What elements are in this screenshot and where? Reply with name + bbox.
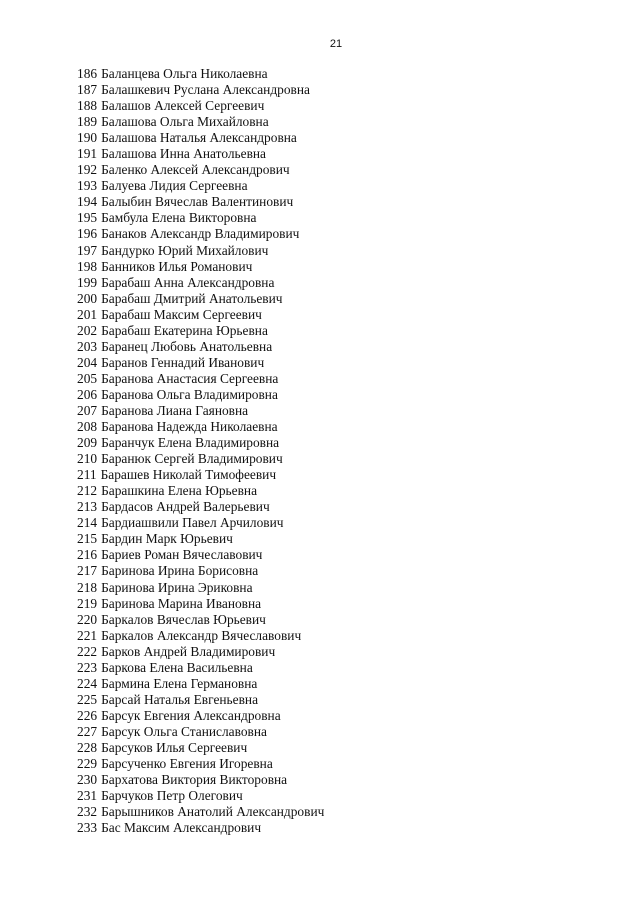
- entry-number: 216: [77, 547, 98, 563]
- list-item: [77, 563, 324, 579]
- list-item: [77, 355, 324, 371]
- entry-name: Барашев Николай Тимофеевич: [100, 467, 277, 483]
- entry-name: Баранюк Сергей Владимирович: [101, 451, 283, 467]
- entry-number: 226: [77, 707, 98, 723]
- list-item: [77, 820, 324, 836]
- entry-name: Банников Илья Романович: [101, 258, 253, 274]
- list-item: [77, 612, 324, 628]
- list-item: [77, 676, 324, 692]
- entry-number: 214: [77, 515, 98, 531]
- entry-number: 220: [77, 611, 98, 627]
- entry-name: Барсуков Илья Сергеевич: [101, 739, 248, 755]
- entry-number: 203: [77, 338, 98, 354]
- entry-number: 219: [77, 595, 98, 611]
- list-item: [77, 98, 324, 114]
- list-item: [77, 403, 324, 419]
- entry-name: Бардин Марк Юрьевич: [101, 531, 233, 547]
- entry-name: Баринова Ирина Борисовна: [101, 563, 259, 579]
- entry-name: Баранова Надежда Николаевна: [101, 419, 278, 435]
- entry-name: Бардасов Андрей Валерьевич: [101, 499, 270, 515]
- entry-number: 187: [77, 82, 98, 98]
- entry-number: 204: [77, 354, 98, 370]
- entry-number: 202: [77, 322, 98, 338]
- name-list: [77, 66, 324, 836]
- entry-name: Баркова Елена Васильевна: [101, 659, 253, 675]
- entry-name: Балуева Лидия Сергеевна: [101, 178, 248, 194]
- entry-name: Бамбула Елена Викторовна: [101, 210, 257, 226]
- entry-number: 212: [77, 483, 98, 499]
- entry-number: 225: [77, 691, 98, 707]
- entry-number: 223: [77, 659, 98, 675]
- list-item: [77, 515, 324, 531]
- entry-number: 209: [77, 435, 98, 451]
- entry-name: Балашова Инна Анатольевна: [101, 146, 266, 162]
- entry-name: Балашова Ольга Михайловна: [101, 114, 269, 130]
- entry-name: Бармина Елена Германовна: [101, 675, 258, 691]
- list-item: [77, 740, 324, 756]
- entry-name: Баранова Лиана Гаяновна: [101, 402, 249, 418]
- list-item: [77, 66, 324, 82]
- entry-number: 191: [77, 146, 98, 162]
- list-item: [77, 387, 324, 403]
- list-item: [77, 531, 324, 547]
- entry-name: Баранов Геннадий Иванович: [101, 354, 265, 370]
- entry-name: Баранец Любовь Анатольевна: [101, 338, 273, 354]
- list-item: [77, 162, 324, 178]
- entry-name: Барков Андрей Владимирович: [101, 643, 276, 659]
- entry-number: 231: [77, 788, 98, 804]
- list-item: [77, 226, 324, 242]
- list-item: [77, 194, 324, 210]
- entry-number: 211: [77, 467, 97, 483]
- entry-number: 217: [77, 563, 98, 579]
- entry-number: 227: [77, 723, 98, 739]
- list-item: [77, 323, 324, 339]
- entry-number: 208: [77, 419, 98, 435]
- entry-name: Барабаш Дмитрий Анатольевич: [101, 290, 283, 306]
- entry-number: 192: [77, 162, 98, 178]
- entry-number: 215: [77, 531, 98, 547]
- list-item: [77, 371, 324, 387]
- entry-name: Барабаш Анна Александровна: [101, 274, 275, 290]
- list-item: [77, 435, 324, 451]
- entry-name: Бариев Роман Вячеславович: [101, 547, 263, 563]
- list-item: [77, 547, 324, 563]
- entry-number: 198: [77, 258, 98, 274]
- entry-number: 193: [77, 178, 98, 194]
- entry-name: Бархатова Виктория Викторовна: [101, 772, 288, 788]
- list-item: [77, 130, 324, 146]
- entry-name: Банаков Александр Владимирович: [101, 226, 300, 242]
- entry-name: Бардиашвили Павел Арчилович: [101, 515, 284, 531]
- entry-name: Баранова Анастасия Сергеевна: [101, 370, 279, 386]
- entry-name: Баркалов Вячеслав Юрьевич: [101, 611, 266, 627]
- list-item: [77, 756, 324, 772]
- list-item: [77, 210, 324, 226]
- entry-name: Баленко Алексей Александрович: [101, 162, 290, 178]
- entry-name: Баланцева Ольга Николаевна: [101, 66, 268, 81]
- list-item: [77, 243, 324, 259]
- list-item: [77, 467, 324, 483]
- list-item: [77, 275, 324, 291]
- entry-name: Баранова Ольга Владимировна: [101, 386, 278, 402]
- entry-name: Барсай Наталья Евгеньевна: [101, 691, 259, 707]
- entry-name: Балашов Алексей Сергеевич: [101, 98, 265, 114]
- entry-number: 201: [77, 306, 98, 322]
- entry-number: 213: [77, 499, 98, 515]
- entry-name: Барабаш Екатерина Юрьевна: [101, 322, 268, 338]
- list-item: [77, 291, 324, 307]
- list-item: [77, 307, 324, 323]
- entry-name: Бас Максим Александрович: [101, 820, 262, 836]
- list-item: [77, 644, 324, 660]
- entry-number: 221: [77, 627, 98, 643]
- entry-name: Барсученко Евгения Игоревна: [101, 756, 273, 772]
- entry-name: Баринова Ирина Эриковна: [101, 579, 253, 595]
- list-item: [77, 692, 324, 708]
- list-item: [77, 451, 324, 467]
- list-item: [77, 339, 324, 355]
- entry-name: Барабаш Максим Сергеевич: [101, 306, 262, 322]
- list-item: [77, 804, 324, 820]
- entry-number: 195: [77, 210, 98, 226]
- entry-number: 218: [77, 579, 98, 595]
- entry-number: 197: [77, 242, 98, 258]
- list-item: [77, 788, 324, 804]
- entry-number: 229: [77, 756, 98, 772]
- entry-number: 200: [77, 290, 98, 306]
- entry-name: Барсук Евгения Александровна: [101, 707, 281, 723]
- list-item: [77, 772, 324, 788]
- list-item: [77, 483, 324, 499]
- entry-number: 224: [77, 675, 98, 691]
- list-item: [77, 419, 324, 435]
- list-item: [77, 596, 324, 612]
- entry-name: Барчуков Петр Олегович: [101, 788, 243, 804]
- entry-number: 205: [77, 370, 98, 386]
- entry-number: 206: [77, 386, 98, 402]
- list-item: [77, 628, 324, 644]
- entry-name: Баринова Марина Ивановна: [101, 595, 262, 611]
- entry-number: 230: [77, 772, 98, 788]
- list-item: [77, 499, 324, 515]
- entry-number: 188: [77, 98, 98, 114]
- entry-name: Барашкина Елена Юрьевна: [101, 483, 258, 499]
- entry-number: 196: [77, 226, 98, 242]
- entry-name: Балыбин Вячеслав Валентинович: [101, 194, 294, 210]
- entry-number: 207: [77, 402, 98, 418]
- entry-number: 222: [77, 643, 98, 659]
- list-item: [77, 82, 324, 98]
- list-item: [77, 724, 324, 740]
- entry-number: 210: [77, 451, 98, 467]
- entry-name: Барсук Ольга Станиславовна: [101, 723, 267, 739]
- entry-number: 232: [77, 804, 98, 820]
- page-number: 21: [329, 38, 343, 50]
- entry-number: 233: [77, 820, 98, 836]
- list-item: [77, 114, 324, 130]
- list-item: [77, 146, 324, 162]
- list-item: [77, 580, 324, 596]
- entry-name: Бандурко Юрий Михайлович: [101, 242, 269, 258]
- entry-number: 228: [77, 739, 98, 755]
- list-item: [77, 660, 324, 676]
- list-item: [77, 178, 324, 194]
- entry-name: Баранчук Елена Владимировна: [101, 435, 280, 451]
- entry-name: Балашкевич Руслана Александровна: [101, 82, 310, 98]
- entry-name: Барышников Анатолий Александрович: [101, 804, 325, 820]
- entry-number: 186: [77, 66, 98, 81]
- list-item: [77, 259, 324, 275]
- entry-number: 189: [77, 114, 98, 130]
- entry-name: Баркалов Александр Вячеславович: [101, 627, 302, 643]
- entry-number: 199: [77, 274, 98, 290]
- entry-number: 194: [77, 194, 98, 210]
- entry-number: 190: [77, 130, 98, 146]
- entry-name: Балашова Наталья Александровна: [101, 130, 297, 146]
- list-item: [77, 708, 324, 724]
